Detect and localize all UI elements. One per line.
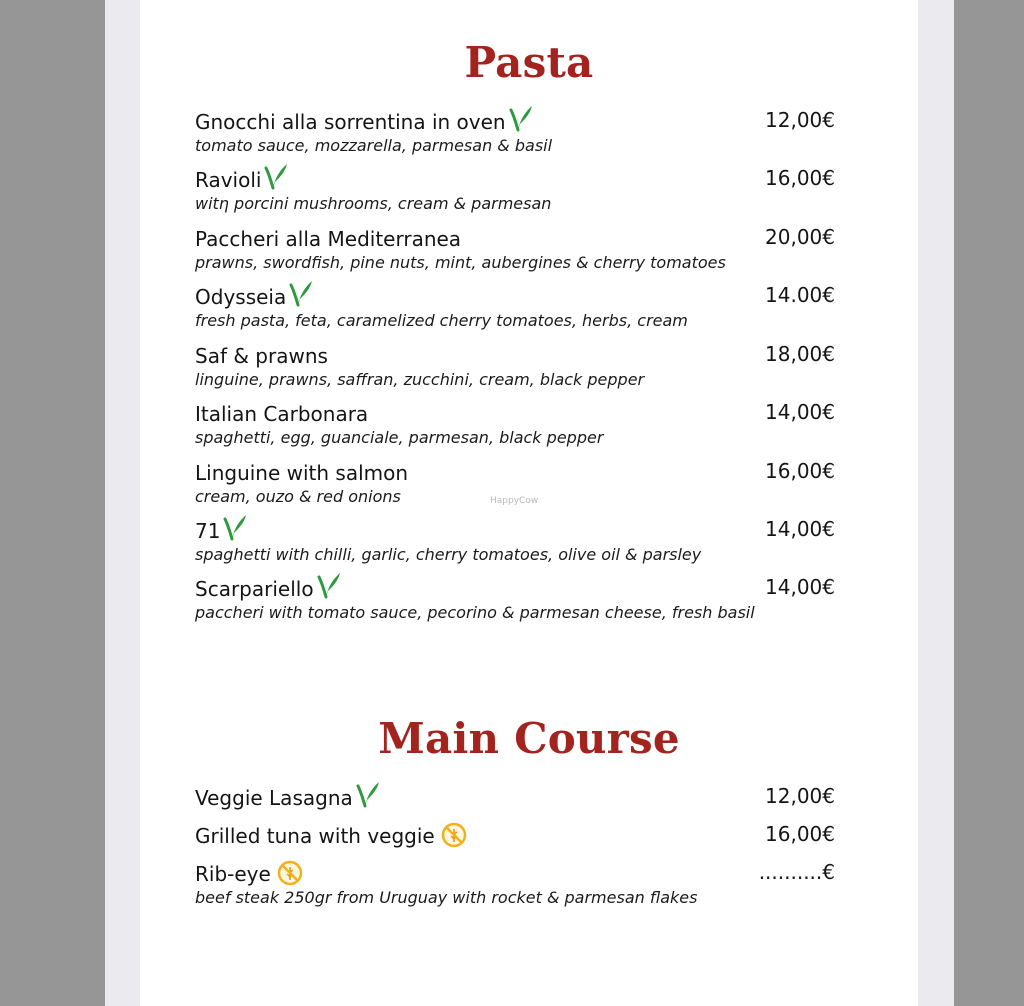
- menu-item: [195, 860, 835, 907]
- gluten-free-icon: [441, 822, 467, 848]
- menu-item-name: Gnocchi alla sorrentina in oven: [195, 110, 506, 134]
- menu-item-name: Scarpariello: [195, 577, 314, 601]
- gluten-free-icon: [277, 860, 303, 886]
- menu-item-price: 14,00€: [765, 400, 835, 424]
- menu-item: [195, 283, 835, 330]
- menu-item-price: 12,00€: [765, 784, 835, 808]
- menu-item: [195, 517, 835, 564]
- pasta-section-title: Pasta: [464, 38, 594, 87]
- menu-item: [195, 342, 835, 389]
- menu-item-name: Ravioli: [195, 168, 262, 192]
- menu-item-price: 16,00€: [765, 166, 835, 190]
- menu-item-name: Saf & prawns: [195, 344, 328, 368]
- menu-item-name: Grilled tuna with veggie: [195, 824, 435, 848]
- menu-item-price: 16,00€: [765, 822, 835, 846]
- menu-item-description: cream, ouzo & red onions: [195, 487, 401, 506]
- menu-item-description: spaghetti, egg, guanciale, parmesan, black pepper: [195, 428, 604, 447]
- menu-item-name: Odysseia: [195, 285, 287, 309]
- menu-item: [195, 784, 835, 810]
- vegetarian-leaf-icon: [355, 780, 381, 808]
- menu-item-price: 12,00€: [765, 108, 835, 132]
- menu-item-description: spaghetti with chilli, garlic, cherry tomatoes, olive oil & parsley: [195, 545, 702, 564]
- menu-item-price: 16,00€: [765, 459, 835, 483]
- vegetarian-leaf-icon: [263, 162, 289, 190]
- left-margin: [0, 0, 105, 1006]
- right-margin: [954, 0, 1024, 1006]
- menu-item-description: beef steak 250gr from Uruguay with rocket & parmesan flakes: [195, 888, 698, 907]
- menu-item-price: 18,00€: [765, 342, 835, 366]
- vegetarian-leaf-icon: [316, 571, 342, 599]
- menu-item-description: fresh pasta, feta, caramelized cherry tomatoes, herbs, cream: [195, 311, 688, 330]
- vegetarian-leaf-icon: [222, 513, 248, 541]
- menu-item: [195, 575, 835, 622]
- menu-item: [195, 400, 835, 447]
- menu-item-name: Italian Carbonara: [195, 402, 369, 426]
- menu-item-description: tomato sauce, mozzarella, parmesan & basil: [195, 136, 553, 155]
- menu-item-price: 14,00€: [765, 517, 835, 541]
- menu-page: [140, 0, 918, 1006]
- menu-item-description: witη porcini mushrooms, cream & parmesan: [195, 194, 552, 213]
- menu-item: [195, 108, 835, 155]
- vegetarian-leaf-icon: [288, 279, 314, 307]
- menu-item-price: 14,00€: [765, 575, 835, 599]
- menu-item: [195, 225, 835, 272]
- menu-item-name: Linguine with salmon: [195, 461, 409, 485]
- menu-item-name: Paccheri alla Mediterranea: [195, 227, 462, 251]
- happycow-watermark: HappyCow: [490, 496, 539, 506]
- menu-item-name: Rib-eye: [195, 862, 271, 886]
- menu-item: [195, 166, 835, 213]
- menu-item-price: ..........€: [758, 860, 835, 884]
- menu-item-price: 14.00€: [765, 283, 835, 307]
- menu-item-description: linguine, prawns, saffran, zucchini, cream, black pepper: [195, 370, 645, 389]
- menu-item-description: paccheri with tomato sauce, pecorino & parmesan cheese, fresh basil: [195, 603, 755, 622]
- menu-item-price: 20,00€: [765, 225, 835, 249]
- menu-item: [195, 822, 835, 848]
- vegetarian-leaf-icon: [508, 104, 534, 132]
- main-course-section-title: Main Course: [378, 714, 680, 763]
- menu-item-description: prawns, swordfish, pine nuts, mint, aubergines & cherry tomatoes: [195, 253, 726, 272]
- menu-item-name: 71: [195, 519, 221, 543]
- menu-item-name: Veggie Lasagna: [195, 786, 353, 810]
